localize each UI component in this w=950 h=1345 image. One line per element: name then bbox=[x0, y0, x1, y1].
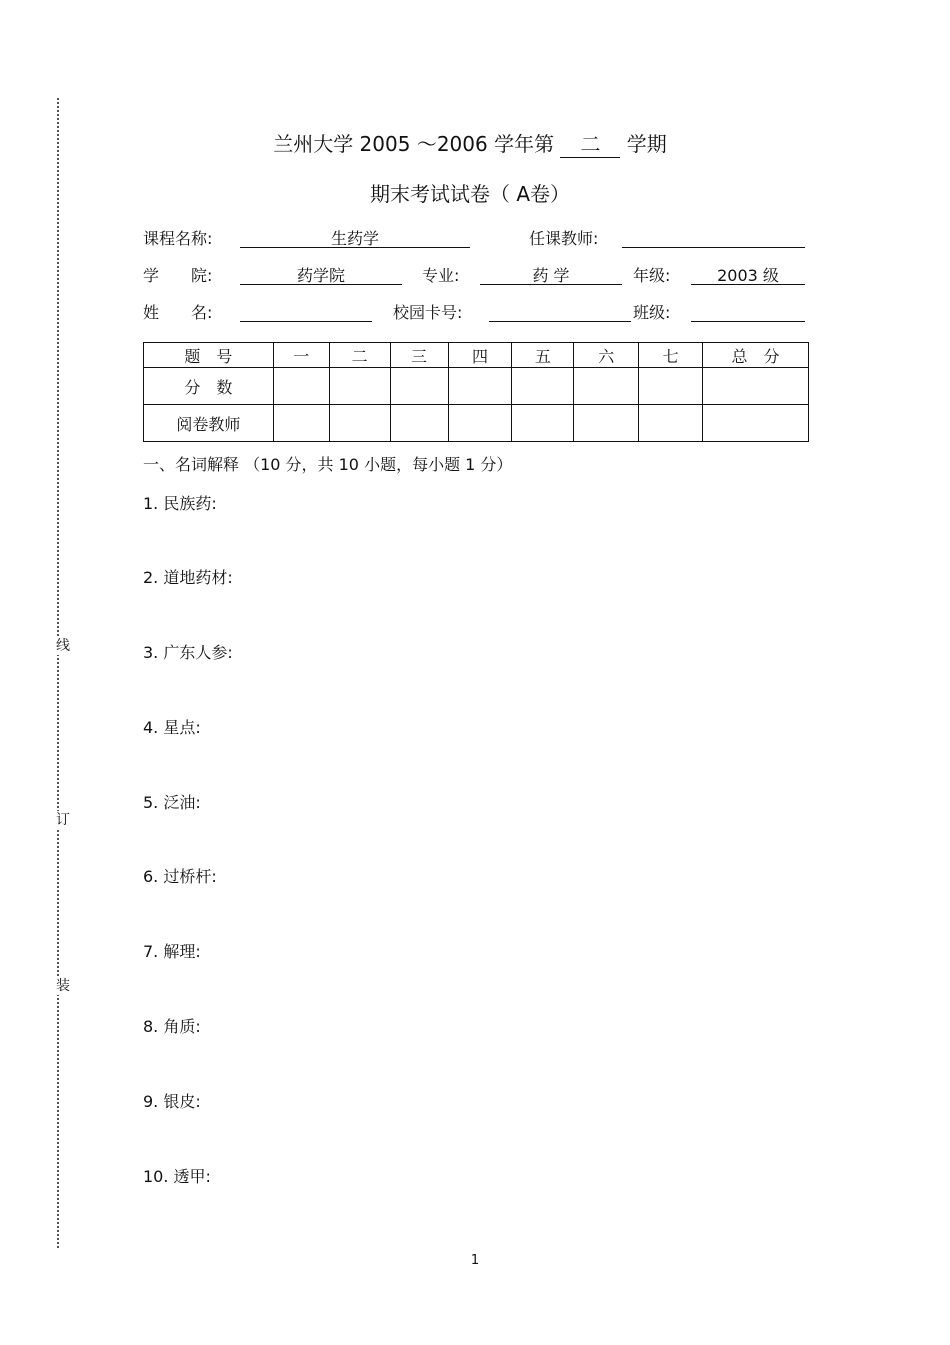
exam-title bbox=[0, 128, 940, 158]
grader-row-label: 阅卷教师 bbox=[144, 405, 274, 442]
header-cell-7: 七 bbox=[639, 343, 703, 368]
header-cell-6: 六 bbox=[574, 343, 639, 368]
question-item: 10. 透甲: bbox=[143, 1167, 211, 1186]
score-cell-total[interactable] bbox=[703, 368, 809, 405]
binding-char-zhuang: 装 bbox=[56, 978, 70, 994]
grader-cell-total[interactable] bbox=[703, 405, 809, 442]
class-field[interactable] bbox=[691, 300, 805, 322]
name-field[interactable] bbox=[240, 300, 372, 322]
binding-dotted-line bbox=[57, 98, 59, 1248]
score-cell[interactable] bbox=[448, 368, 512, 405]
binding-char-xian: 线 bbox=[56, 638, 70, 654]
score-cell[interactable] bbox=[512, 368, 574, 405]
header-cell-3: 三 bbox=[390, 343, 448, 368]
info-row-name bbox=[143, 300, 813, 322]
score-cell[interactable] bbox=[329, 368, 390, 405]
question-item: 4. 星点: bbox=[143, 718, 201, 737]
campus-card-label: 校园卡号: bbox=[393, 303, 463, 322]
class-label: 班级: bbox=[633, 303, 671, 322]
grader-cell[interactable] bbox=[639, 405, 703, 442]
semester-blank: 二 bbox=[560, 128, 620, 158]
header-cell-2: 二 bbox=[329, 343, 390, 368]
college-label: 学 院: bbox=[143, 266, 213, 285]
grader-cell[interactable] bbox=[574, 405, 639, 442]
grader-row bbox=[144, 405, 809, 442]
title-suffix: 学期 bbox=[626, 132, 667, 156]
question-item: 2. 道地药材: bbox=[143, 568, 233, 587]
grade-field[interactable]: 2003 级 bbox=[691, 263, 805, 285]
grader-cell[interactable] bbox=[390, 405, 448, 442]
score-cell[interactable] bbox=[390, 368, 448, 405]
question-item: 3. 广东人参: bbox=[143, 643, 233, 662]
exam-subtitle: 期末考试试卷（ A卷） bbox=[369, 182, 571, 206]
header-cell-1: 一 bbox=[273, 343, 329, 368]
grader-cell[interactable] bbox=[329, 405, 390, 442]
section-1-title: 一、名词解释 （10 分，共 10 小题，每小题 1 分） bbox=[143, 455, 513, 474]
major-field[interactable]: 药 学 bbox=[480, 263, 622, 285]
course-field[interactable]: 生药学 bbox=[240, 226, 470, 248]
question-item: 8. 角质: bbox=[143, 1017, 201, 1036]
score-cell[interactable] bbox=[574, 368, 639, 405]
score-row-label: 分 数 bbox=[144, 368, 274, 405]
score-table bbox=[143, 342, 809, 442]
header-cell-question-no: 题 号 bbox=[144, 343, 274, 368]
college-field[interactable]: 药学院 bbox=[240, 263, 402, 285]
page-number: 1 bbox=[470, 1253, 480, 1268]
header-cell-4: 四 bbox=[448, 343, 512, 368]
score-cell[interactable] bbox=[273, 368, 329, 405]
score-cell[interactable] bbox=[639, 368, 703, 405]
course-label: 课程名称: bbox=[143, 229, 213, 248]
question-item: 6. 过桥杆: bbox=[143, 867, 217, 886]
info-row-course bbox=[143, 226, 813, 248]
header-cell-total: 总 分 bbox=[703, 343, 809, 368]
campus-card-field[interactable] bbox=[489, 300, 631, 322]
major-label: 专业: bbox=[422, 266, 460, 285]
info-row-college bbox=[143, 263, 813, 285]
score-table-header-row bbox=[144, 343, 809, 368]
question-item: 1. 民族药: bbox=[143, 494, 217, 513]
score-row bbox=[144, 368, 809, 405]
grader-cell[interactable] bbox=[448, 405, 512, 442]
grader-cell[interactable] bbox=[273, 405, 329, 442]
header-cell-5: 五 bbox=[512, 343, 574, 368]
question-item: 7. 解理: bbox=[143, 942, 201, 961]
grader-cell[interactable] bbox=[512, 405, 574, 442]
question-item: 5. 泛油: bbox=[143, 793, 201, 812]
question-item: 9. 银皮: bbox=[143, 1092, 201, 1111]
title-line: 兰州大学 2005 ～2006 学年第 bbox=[273, 132, 555, 156]
grade-label: 年级: bbox=[633, 266, 671, 285]
binding-char-ding: 订 bbox=[56, 812, 70, 828]
teacher-label: 任课教师: bbox=[529, 229, 599, 248]
name-label: 姓 名: bbox=[143, 303, 213, 322]
teacher-field[interactable] bbox=[622, 226, 805, 248]
